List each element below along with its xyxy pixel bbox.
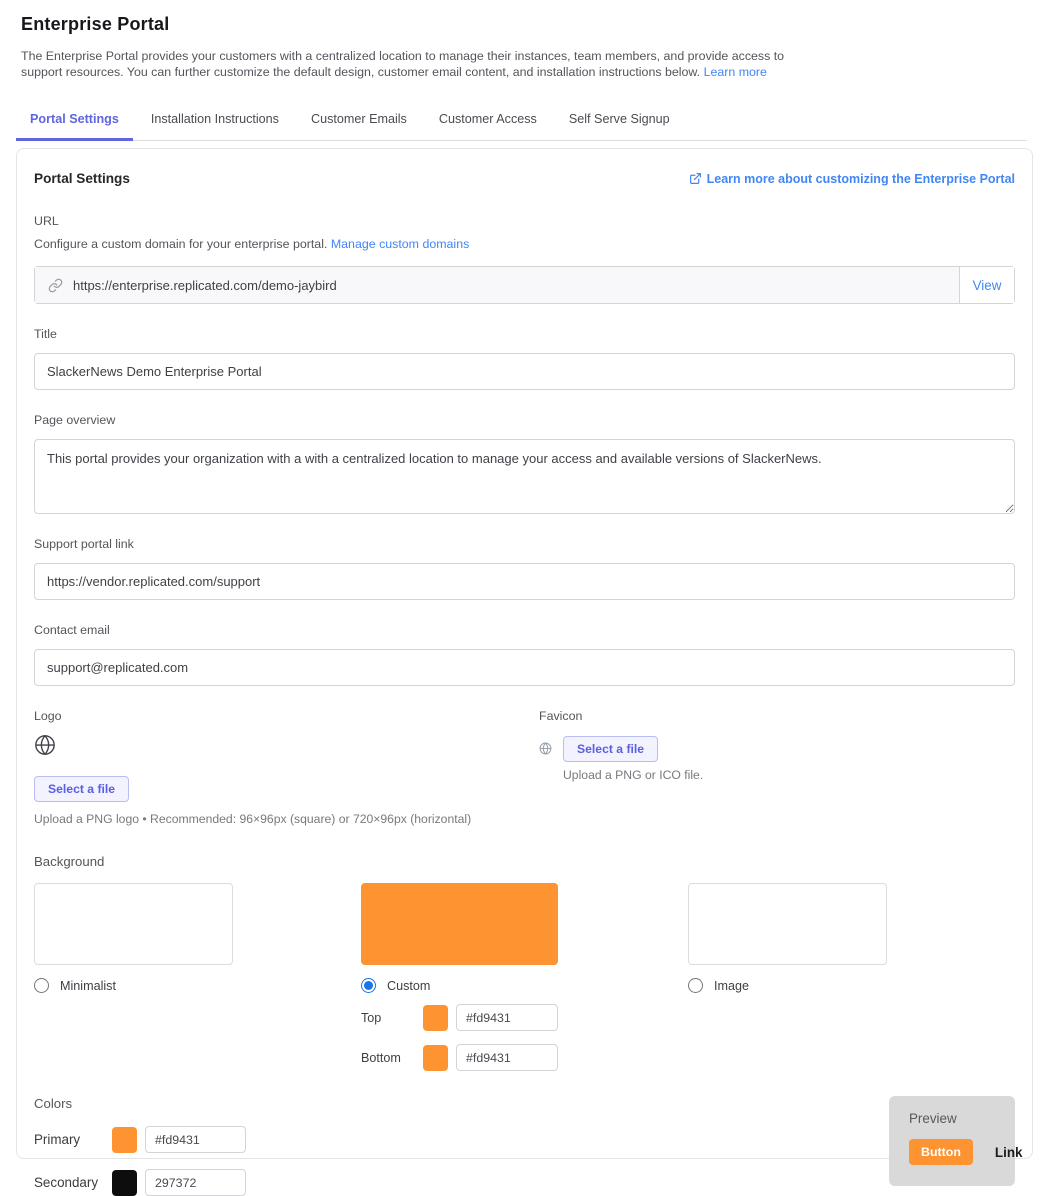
tab-bar <box>16 103 1027 141</box>
tab-customer-access[interactable]: Customer Access <box>438 112 537 126</box>
view-button[interactable]: View <box>959 267 1014 303</box>
image-radio[interactable] <box>688 978 703 993</box>
image-radio-label: Image <box>714 978 750 993</box>
favicon-select-file-button[interactable]: Select a file <box>563 736 658 762</box>
url-label: URL <box>34 214 59 228</box>
favicon-section <box>539 709 1015 826</box>
background-option-image <box>688 883 1015 1071</box>
customize-docs-link[interactable] <box>689 172 1015 186</box>
tab-self-serve-signup[interactable]: Self Serve Signup <box>568 112 670 126</box>
top-color-input[interactable] <box>456 1004 558 1031</box>
logo-upload-hint: Upload a PNG logo • Recommended: 96×96px (square) or 720×96px (horizontal) <box>34 812 472 826</box>
background-section <box>34 854 1015 1071</box>
customize-docs-link-label: Learn more about customizing the Enterprise Portal <box>706 171 1015 186</box>
manage-custom-domains-link[interactable]: Manage custom domains <box>330 237 470 251</box>
link-icon <box>48 278 63 293</box>
minimalist-preview-box[interactable] <box>34 883 233 965</box>
background-label: Background <box>34 854 105 869</box>
url-helper <box>34 237 1015 251</box>
page-header <box>0 0 1043 80</box>
title-label: Title <box>34 327 57 341</box>
logo-section <box>34 709 539 826</box>
preview-button[interactable]: Button <box>909 1139 973 1165</box>
preview-panel <box>889 1096 1023 1186</box>
top-color-label: Top <box>361 1010 382 1025</box>
background-option-minimalist <box>34 883 361 1071</box>
favicon-upload-hint: Upload a PNG or ICO file. <box>563 768 704 782</box>
secondary-color-swatch[interactable] <box>112 1170 137 1196</box>
image-preview-box[interactable] <box>688 883 887 965</box>
url-helper-text: Configure a custom domain for your enterprise portal. <box>34 237 328 251</box>
primary-color-input[interactable] <box>145 1126 246 1153</box>
background-option-custom <box>361 883 688 1071</box>
globe-icon <box>34 734 539 756</box>
bottom-color-label: Bottom <box>361 1050 401 1065</box>
bottom-color-swatch[interactable] <box>423 1045 448 1071</box>
page-overview-label: Page overview <box>34 413 116 427</box>
custom-radio-label: Custom <box>387 978 431 993</box>
title-input[interactable] <box>34 353 1015 390</box>
colors-label: Colors <box>34 1096 73 1111</box>
tab-portal-settings[interactable]: Portal Settings <box>16 103 133 141</box>
learn-more-link[interactable]: Learn more <box>703 65 767 79</box>
custom-radio[interactable] <box>361 978 376 993</box>
page-overview-textarea[interactable] <box>34 439 1015 514</box>
page-description <box>21 48 813 80</box>
tab-installation-instructions[interactable]: Installation Instructions <box>150 112 279 126</box>
page-description-text: The Enterprise Portal provides your customers with a centralized location to manage their instances, team members, and provide access to support resources. You can further customize the default design, customer email content, and installation instructions below. <box>21 49 785 79</box>
top-color-swatch[interactable] <box>423 1005 448 1031</box>
secondary-color-label: Secondary <box>34 1175 99 1190</box>
colors-section <box>34 1096 1023 1196</box>
preview-link[interactable]: Link <box>994 1144 1023 1160</box>
bottom-color-input[interactable] <box>456 1044 558 1071</box>
support-portal-link-input[interactable] <box>34 563 1015 600</box>
external-link-icon <box>689 172 702 185</box>
globe-icon <box>539 742 552 755</box>
contact-email-label: Contact email <box>34 623 110 637</box>
page-title: Enterprise Portal <box>21 14 170 34</box>
minimalist-radio[interactable] <box>34 978 49 993</box>
url-input-group <box>34 266 1015 304</box>
logo-select-file-button[interactable]: Select a file <box>34 776 129 802</box>
preview-label: Preview <box>909 1111 957 1126</box>
support-portal-link-label: Support portal link <box>34 537 134 551</box>
contact-email-input[interactable] <box>34 649 1015 686</box>
logo-label: Logo <box>34 709 62 723</box>
card-title: Portal Settings <box>34 171 130 186</box>
secondary-color-input[interactable] <box>145 1169 246 1196</box>
custom-preview-box[interactable] <box>361 883 558 965</box>
portal-url-input[interactable] <box>73 278 946 293</box>
portal-settings-card <box>16 148 1033 1190</box>
primary-color-label: Primary <box>34 1132 81 1147</box>
minimalist-radio-label: Minimalist <box>60 978 116 993</box>
favicon-label: Favicon <box>539 709 583 723</box>
tab-customer-emails[interactable]: Customer Emails <box>310 112 407 126</box>
primary-color-swatch[interactable] <box>112 1127 137 1153</box>
